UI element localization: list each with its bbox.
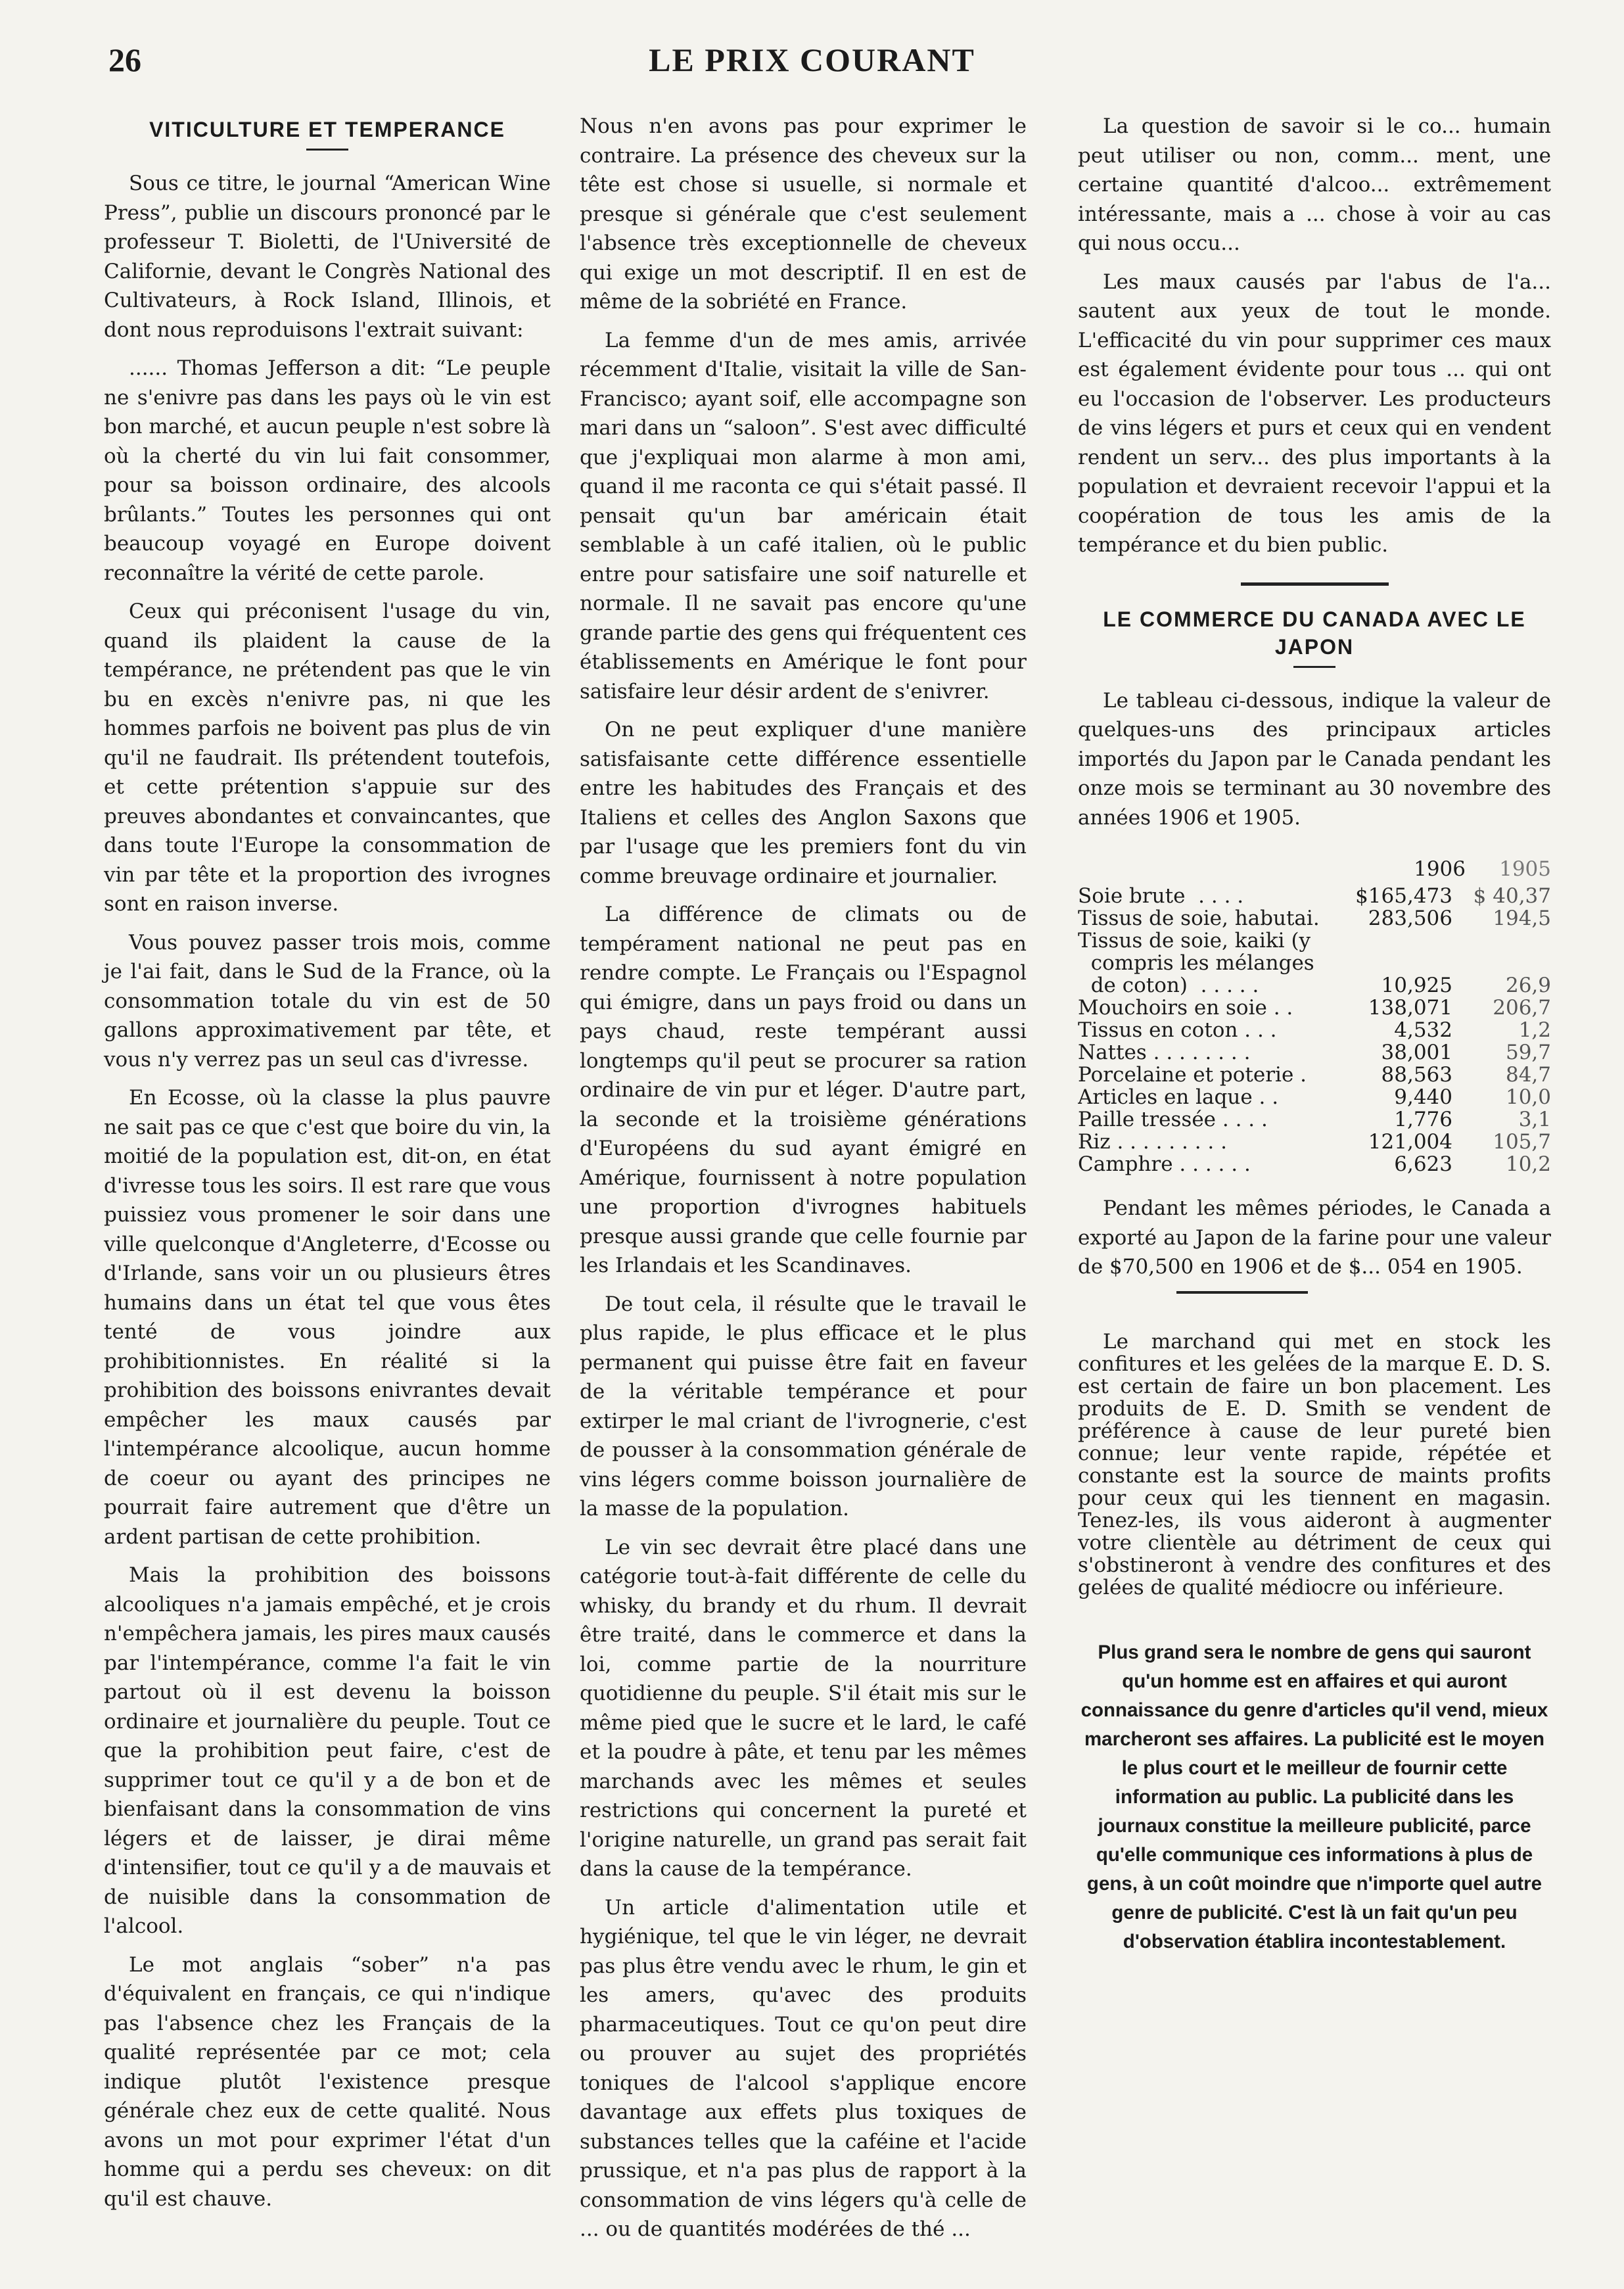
row-label: Articles en laque . . [1078, 1086, 1279, 1108]
value-1906: 121,004 [1368, 1130, 1452, 1154]
paragraph: Le mot anglais “sober” n'a pas d'équivalent en français, ce qui n'indique pas l'absence chez les Français de la qualité représentée par ce mot; cela indique plutôt l'existence presque générale chez eux de cette qualité. Nous avons un mot pour exprimer l'état d'un homme qui a perdu ses cheveux: on dit qu'il est chauve. [104, 1952, 551, 2211]
value-1905: 59,7 [1505, 1041, 1551, 1064]
row-label: Porcelaine et poterie . [1078, 1064, 1307, 1086]
value-1906: 138,071 [1368, 996, 1452, 1020]
row-label: Paille tressée . . . . [1078, 1108, 1268, 1131]
table-header [1078, 857, 1551, 881]
value-1905 [1452, 930, 1551, 952]
paragraph: Pendant les mêmes périodes, le Canada a exporté au Japon de la farine pour une valeur de $70,500 en 1906 et de $... 054 en 1905. [1078, 1196, 1551, 1279]
paragraph: Ceux qui préconisent l'usage du vin, quand ils plaident la cause de la tempérance, ne prétendent pas que le vin bu en excès n'enivre pas, ni que les hommes parfois ne boivent pas plus de vin qu'il ne faudrait. Ils prétendent toutefois, et cette prétention s'appuie sur des preuves abondantes et convaincantes, que dans toute l'Europe la consommation de vin par tête et la proportion des ivrognes sont en raison inverse. [104, 600, 551, 916]
paragraph: Le vin sec devrait être placé dans une catégorie tout-à-fait différente de celle du whisky, du brandy et du rhum. Il devrait être traité, dans le commerce et dans la loi, comme partie de la nourriture quotidienne du peuple. S'il était mis sur le même pied que le sucre et le lard, le café et la poudre à pâte, et tenu par les mêmes marchands avec les mêmes et seules restrictions qui concernent la pureté et l'origine naturelle, un grand pas serait fait dans la cause de la tempérance. [580, 1535, 1027, 1881]
paragraph: Sous ce titre, le journal “American Wine Press”, publie un discours prononcé par le professeur T. Bioletti, de l'Université de Californie, devant le Congrès National des Cultivateurs, à Rock Island, Illinois, et dont nous reproduisons l'extrait suivant: [104, 172, 551, 342]
column-3 [1078, 112, 1551, 1956]
row-label: Camphre . . . . . . [1078, 1153, 1251, 1175]
row-label: Tissus de soie, habutai. [1078, 907, 1320, 930]
row-label: Soie brute . . . . [1078, 885, 1244, 907]
paragraph: En Ecosse, où la classe la plus pauvre ne sait pas ce que c'est que boire du vin, la moitié de la population est, dit-on, en état d'ivresse tous les soirs. Il est rare que vous puissiez vous promener le soir dans une ville quelconque d'Angleterre, d'Ecosse ou d'Irlande, sans voir un ou plusieurs êtres humains dans un état tel que vous êtes tenté de vous joindre aux prohibitionnistes. En réalité si la prohibition des boissons enivrantes devait empêcher les maux causés par l'intempérance alcoolique, aucun homme de coeur ou ayant des principes ne pourrait faire autrement que d'être un ardent partisan de cette prohibition. [104, 1086, 551, 1549]
column-header-1905: 1905 [1499, 857, 1551, 881]
row-label: Mouchoirs en soie . . [1078, 997, 1293, 1019]
row-label: Tissus en coton . . . [1078, 1019, 1277, 1041]
value-1905: 206,7 [1493, 996, 1551, 1020]
value-1906: 4,532 [1394, 1018, 1452, 1042]
paragraph: Mais la prohibition des boissons alcooliques n'a jamais empêché, et je crois n'empêchera jamais, les pires maux causés par l'intempérance, comme l'a fait le vin partout où il est devenu la boisson ordinaire et journalière du peuple. Tout ce que la prohibition peut faire, c'est de supprimer tout ce qu'il y a de bon et de bienfaisant dans la consommation de vins légers et de laisser, je dirai même d'intensifier, tout ce qu'il y a de mauvais et de nuisible dans la consommation de l'alcool. [104, 1563, 551, 1938]
value-1905: 3,1 [1518, 1108, 1551, 1131]
page-header [0, 41, 1624, 93]
ad-paragraph: Le marchand qui met en stock les confitures et les gelées de la marque E. D. S. est certain de faire un bon placement. Les produits de E. D. Smith se vendent de préférence à cause de leur pureté bien connue; leur vente rapide, répétée et constante est la source de maints profits pour ceux qui les tiennent en magasin. Tenez-les, ils vous aideront à augmenter votre clientèle au détriment de ceux qui s'obstineront à vendre des confitures et des gelées de qualité médiocre ou inférieure. [1078, 1329, 1551, 1599]
value-1905: 105,7 [1493, 1130, 1551, 1154]
value-1905: 1,2 [1518, 1018, 1551, 1042]
row-label: de coton) . . . . . [1078, 974, 1259, 997]
paragraph: On ne peut expliquer d'une manière satisfaisante cette différence essentielle entre les habitudes des Français et des Italiens et celles des Anglon Saxons que par l'usage que les premiers font du vin comme breuvage ordinaire et journalier. [580, 718, 1027, 888]
row-label: compris les mélanges [1078, 952, 1314, 974]
row-label: Tissus de soie, kaiki (y [1078, 930, 1311, 952]
table-row [1078, 952, 1551, 974]
value-1906: 38,001 [1381, 1041, 1452, 1064]
paragraph: Un article d'alimentation utile et hygiénique, tel que le vin léger, ne devrait pas plus être vendu avec le rhum, le gin et les amers, qu'avec des produits pharmaceutiques. Tout ce qu'on peut dire ou prouver au sujet des propriétés toniques de l'alcool s'applique encore davantage aux effets plus toxiques de substances telles que la caféine et l'acide prussique, et n'a pas plus de rapport à la consommation de vins légers qu'à celle de ... ou de quantités modérées de thé ... [580, 1895, 1027, 2241]
value-1905: $ 40,37 [1473, 884, 1551, 908]
row-label: Nattes . . . . . . . . [1078, 1041, 1251, 1064]
trade-table [1078, 885, 1551, 1175]
paragraph: Vous pouvez passer trois mois, comme je l'ai fait, dans le Sud de la France, où la consommation totale du vin est de 50 gallons approximativement par tête, et vous n'y verrez pas un seul cas d'ivresse. [104, 930, 551, 1072]
table-row [1078, 1131, 1551, 1153]
row-label: Riz . . . . . . . . . [1078, 1131, 1227, 1153]
paragraph: Les maux causés par l'abus de l'a... sautent aux yeux de tout le monde. L'efficacité du vin pour supprimer ces maux est également évidente pour tous ... qui ont eu l'occasion de l'observer. Les producteurs de vins légers et purs et ceux qui en vendent rendent un serv... des plus importants à la population et devraient recevoir l'appui et la coopération de tous les amis de la tempérance et du bien public. [1078, 270, 1551, 557]
value-1906: 1,776 [1394, 1108, 1452, 1131]
section-rule [1176, 1291, 1308, 1294]
title-rule [306, 149, 348, 151]
table-row [1078, 907, 1551, 930]
value-1906: 88,563 [1381, 1063, 1452, 1087]
table-row [1078, 1108, 1551, 1131]
paragraph: La question de savoir si le co... humain peut utiliser ou non, comm... ment, une certaine quantité d'alcoo... extrêmement intéressante, mais a ... chose à voir au cas qui nous occu... [1078, 114, 1551, 255]
table-row [1078, 1041, 1551, 1064]
column-2 [580, 112, 1027, 2254]
paragraph: Nous n'en avons pas pour exprimer le contraire. La présence des cheveux sur la tête est chose si usuelle, si normale et presque si générale que c'est seulement l'absence très exceptionnelle de cheveux qui exige un mot descriptif. Il en est de même de la sobriété en France. [580, 114, 1027, 314]
table-row [1078, 997, 1551, 1019]
value-1905: 84,7 [1505, 1063, 1551, 1087]
table-row [1078, 930, 1551, 952]
article-title-commerce: LE COMMERCE DU CANADA AVEC LE JAPON [1103, 607, 1526, 659]
value-1906 [1354, 952, 1452, 974]
paragraph: La femme d'un de mes amis, arrivée récemment d'Italie, visitait la ville de San-Francisco; ayant soif, elle accompagne son mari dans un “saloon”. S'est avec difficulté que j'expliquai mon alarme à mon ami, quand il me raconta ce qui s'était passé. Il pensait qu'un bar américain était semblable à un café italien, où le public entre pour satisfaire une soif naturelle et normale. Il ne savait pas encore qu'une grande partie des gens qui fréquentent ces établissements en Amérique le font pour satisfaire leur désir ardent de s'enivrer. [580, 328, 1027, 703]
table-row [1078, 885, 1551, 907]
value-1906: 10,925 [1381, 974, 1452, 997]
article-title-viticulture: VITICULTURE ET TEMPERANCE [149, 118, 505, 141]
table-row [1078, 1019, 1551, 1041]
value-1905: 194,5 [1493, 907, 1551, 930]
value-1906: 9,440 [1394, 1085, 1452, 1109]
page-number: 26 [108, 41, 141, 78]
value-1906: $165,473 [1355, 884, 1452, 908]
paragraph: De tout cela, il résulte que le travail le plus rapide, le plus efficace et le plus permanent qui puisse être fait en faveur de la véritable tempérance et pour extirper le mal criant de l'ivrognerie, c'est de pousser à la consommation générale de vins légers comme boisson journalière de la masse de la population. [580, 1292, 1027, 1521]
table-row [1078, 1153, 1551, 1175]
table-row [1078, 1086, 1551, 1108]
table-row [1078, 974, 1551, 997]
journal-title: LE PRIX COURANT [649, 41, 975, 78]
column-1 [104, 112, 551, 2223]
title-rule [1293, 666, 1335, 668]
section-rule [1241, 582, 1389, 586]
column-header-1906: 1906 [1414, 857, 1466, 881]
value-1905: 10,2 [1505, 1152, 1551, 1176]
value-1905 [1452, 952, 1551, 974]
value-1906: 6,623 [1394, 1152, 1452, 1176]
value-1906 [1354, 930, 1452, 952]
paragraph: Le tableau ci-dessous, indique la valeur de quelques-uns des principaux articles importés du Japon par le Canada pendant les onze mois se terminant au 30 novembre des années 1906 et 1905. [1078, 688, 1551, 830]
paragraph: ...... Thomas Jefferson a dit: “Le peuple ne s'enivre pas dans les pays où le vin est bon marché, et aucun peuple n'est sobre là où la cherté du vin lui fait consommer, pour sa boisson ordinaire, des alcools brûlants.” Toutes les personnes qui ont beaucoup voyagé en Europe doivent reconnaître la vérité de cette parole. [104, 356, 551, 585]
publicity-notice: Plus grand sera le nombre de gens qui sauront qu'un homme est en affaires et qui auront connaissance du genre d'articles qu'il vend, mieux marcheront ses affaires. La publicité est le moyen le plus court et le meilleur de fournir cette information au public. La publicité dans les journaux constitue la meilleure publicité, parce qu'elle communique ces informations à plus de gens, à un coût moindre que n'importe quel autre genre de publicité. C'est là un fait qu'un peu d'observation établira incontestablement. [1080, 1641, 1548, 1952]
value-1905: 10,0 [1505, 1085, 1551, 1109]
paragraph: La différence de climats ou de tempérament national ne peut pas en rendre compte. Le Français ou l'Espagnol qui émigre, dans un pays froid ou dans un pays chaud, reste tempérant aussi longtemps qu'il peut se procurer sa ration ordinaire de vin pur et léger. D'autre part, la seconde et la troisième générations d'Européens du sud ayant émigré en Amérique, fournissent à notre population une proportion d'ivrognes habituels presque aussi grande que celle fournie par les Irlandais et les Scandinaves. [580, 903, 1027, 1277]
value-1905: 26,9 [1505, 974, 1551, 997]
table-row [1078, 1064, 1551, 1086]
value-1906: 283,506 [1368, 907, 1452, 930]
